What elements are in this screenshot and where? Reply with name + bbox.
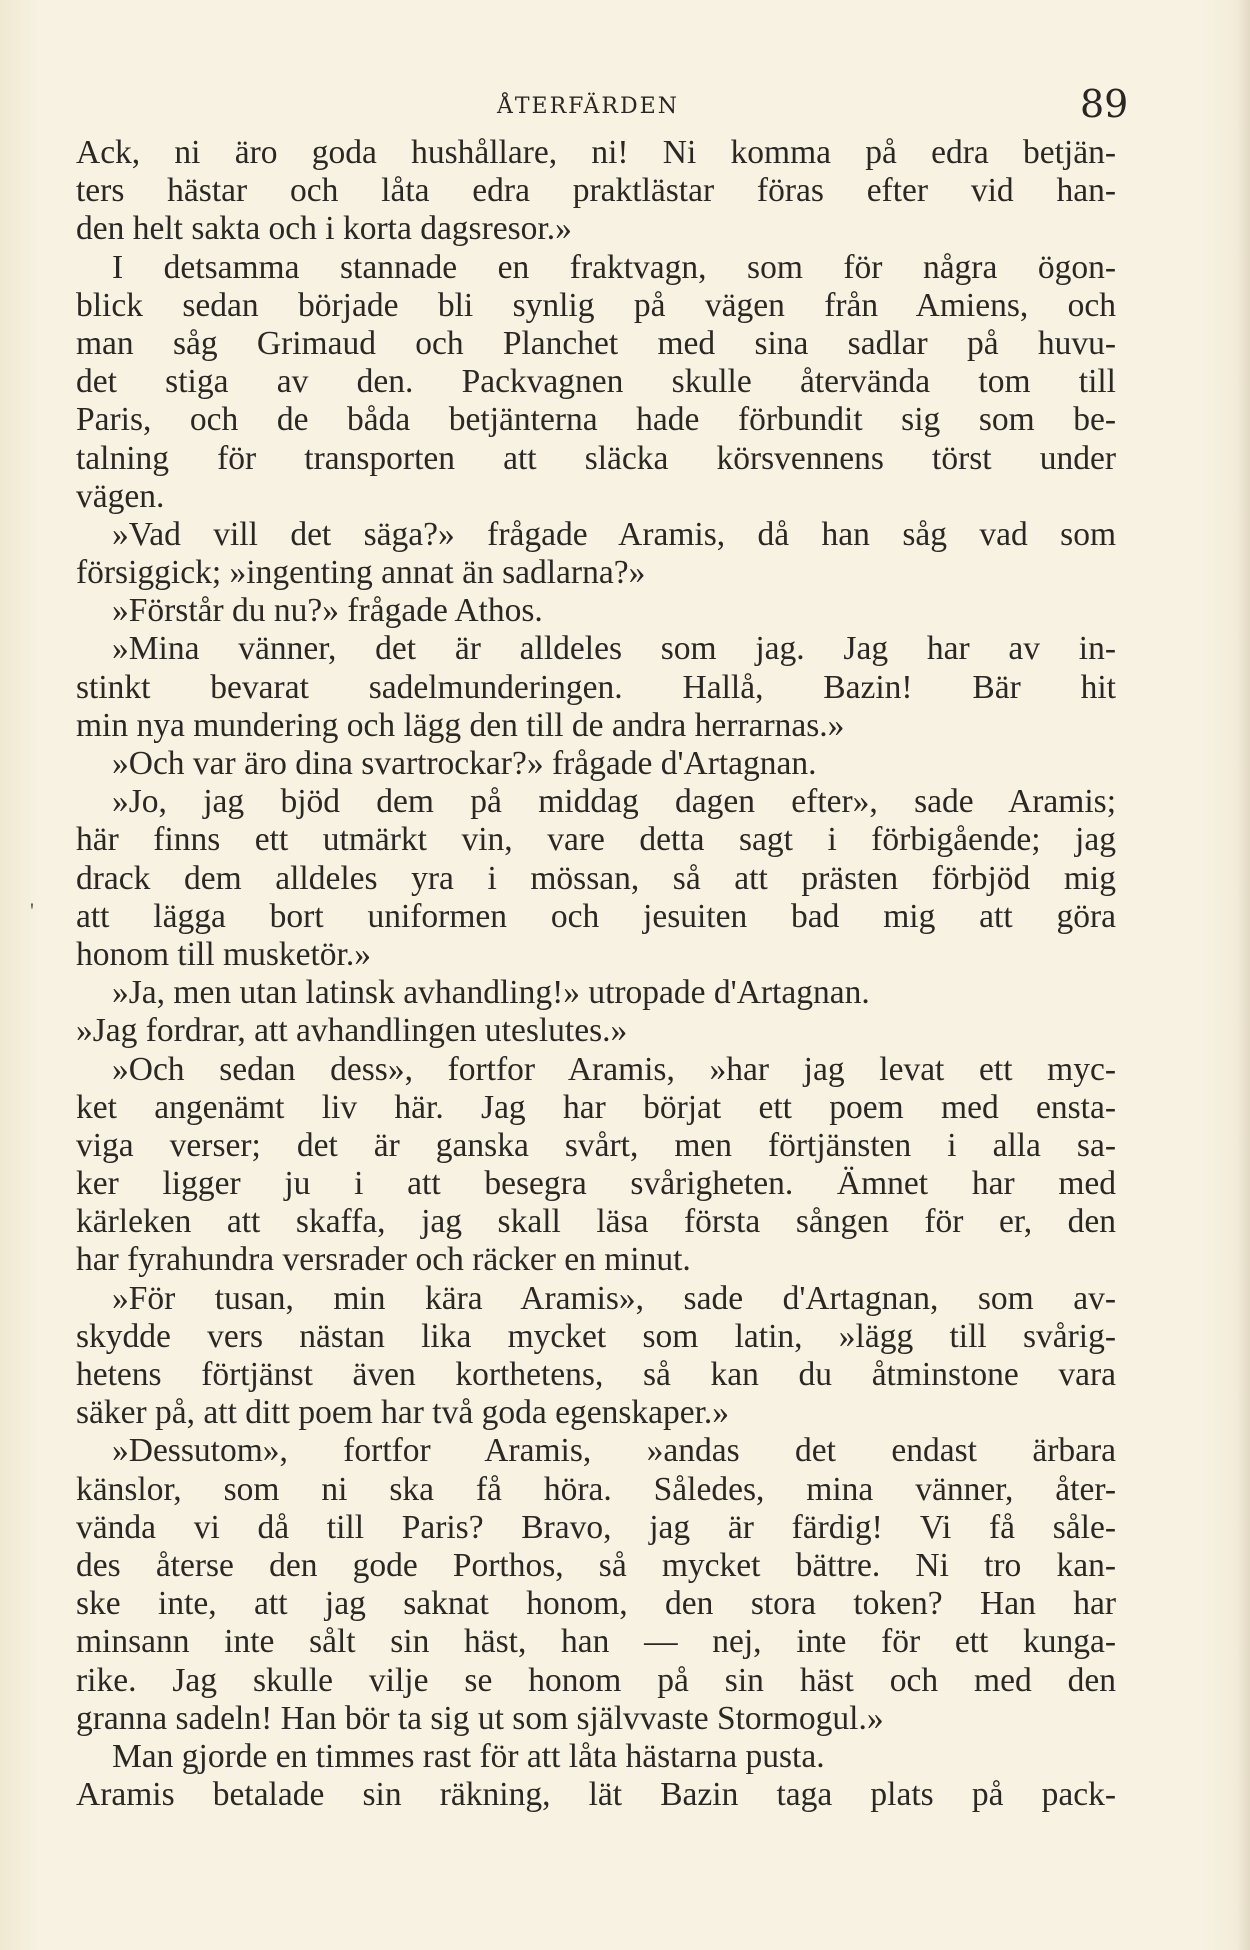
text-line: kärleken att skaffa, jag skall läsa första sången för er, den [76,1203,1116,1241]
text-line: des återse den gode Porthos, så mycket bättre. Ni tro kan- [76,1546,1116,1584]
text-line: Paris, och de båda betjänterna hade förbundit sig som be- [76,401,1116,439]
text-line: vända vi då till Paris? Bravo, jag är färdig! Vi få såle- [76,1508,1116,1546]
text-line: I detsamma stannade en fraktvagn, som för några ögon- [112,248,1116,286]
running-title: ÅTERFÄRDEN [497,94,679,119]
text-line: ket angenämt liv här. Jag har börjat ett poem med ensta- [76,1088,1116,1126]
text-line: säker på, att ditt poem har två goda egenskaper.» [76,1394,730,1432]
text-line: »Och var äro dina svartrockar?» frågade d'Artagnan. [112,745,817,782]
text-line: ters hästar och låta edra praktlästar föras efter vid han- [76,172,1116,210]
text-line: försiggick; »ingenting annat än sadlarna?» [76,554,646,592]
text-line: »Dessutom», fortfor Aramis, »andas det endast ärbara [112,1432,1116,1470]
page-edge-shadow [1236,0,1250,1950]
text-line: talning för transporten att släcka körsvennens törst under [76,439,1116,477]
margin-mark: ' [30,898,34,923]
text-line: vägen. [76,477,165,515]
text-line: ker ligger ju i att besegra svårigheten. Ämnet har med [76,1165,1116,1203]
text-line: rike. Jag skulle vilje se honom på sin häst och med den [76,1661,1116,1699]
text-line: Man gjorde en timmes rast för att låta hästarna pusta. [112,1737,825,1775]
text-line: minsann inte sålt sin häst, han — nej, inte för ett kunga- [76,1623,1116,1661]
text-line: skydde vers nästan lika mycket som latin, »lägg till svårig- [76,1317,1116,1355]
text-line: »För tusan, min kära Aramis», sade d'Artagnan, som av- [112,1279,1116,1317]
text-line: den helt sakta och i korta dagsresor.» [76,210,572,248]
text-line: »Och sedan dess», fortfor Aramis, »har jag levat ett myc- [112,1050,1116,1088]
text-line: hetens förtjänst även korthetens, så kan du åtminstone vara [76,1356,1116,1393]
text-line: viga verser; det är ganska svårt, men förtjänsten i alla sa- [76,1126,1116,1164]
text-line: att lägga bort uniformen och jesuiten bad mig att göra [76,897,1116,935]
text-line: »Vad vill det säga?» frågade Aramis, då han såg vad som [112,515,1116,553]
text-line: Aramis betalade sin räkning, lät Bazin taga plats på pack- [76,1776,1116,1814]
text-line: Ack, ni äro goda hushållare, ni! Ni komma på edra betjän- [76,134,1116,171]
text-line: »Jo, jag bjöd dem på middag dagen efter», sade Aramis; [112,783,1116,821]
text-line: »Mina vänner, det är alldeles som jag. Jag har av in- [112,630,1116,668]
text-line: känslor, som ni ska få höra. Således, mina vänner, åter- [76,1470,1116,1508]
text-line: det stiga av den. Packvagnen skulle återvända tom till [76,363,1116,401]
page-number: 89 [1080,82,1129,126]
text-line: blick sedan började bli synlig på vägen från Amiens, och [76,286,1116,324]
text-line: »Ja, men utan latinsk avhandling!» utropade d'Artagnan. [112,974,870,1012]
body-text [76,134,1116,1814]
text-line: »Jag fordrar, att avhandlingen uteslutes.» [76,1012,628,1050]
page-header [0,82,1250,128]
text-line: har fyrahundra versrader och räcker en minut. [76,1241,691,1279]
text-line: honom till musketör.» [76,935,371,973]
text-line: stinkt bevarat sadelmunderingen. Hallå, Bazin! Bär hit [76,668,1116,706]
text-line: drack dem alldeles yra i mössan, så att prästen förbjöd mig [76,859,1116,897]
text-line: »Förstår du nu?» frågade Athos. [112,592,543,630]
text-line: man såg Grimaud och Planchet med sina sadlar på huvu- [76,324,1116,362]
text-line: min nya mundering och lägg den till de andra herrarnas.» [76,706,845,744]
text-line: här finns ett utmärkt vin, vare detta sagt i förbigående; jag [76,821,1116,859]
text-line: ske inte, att jag saknat honom, den stora token? Han har [76,1585,1116,1623]
text-line: granna sadeln! Han bör ta sig ut som självvaste Stormogul.» [76,1699,884,1737]
